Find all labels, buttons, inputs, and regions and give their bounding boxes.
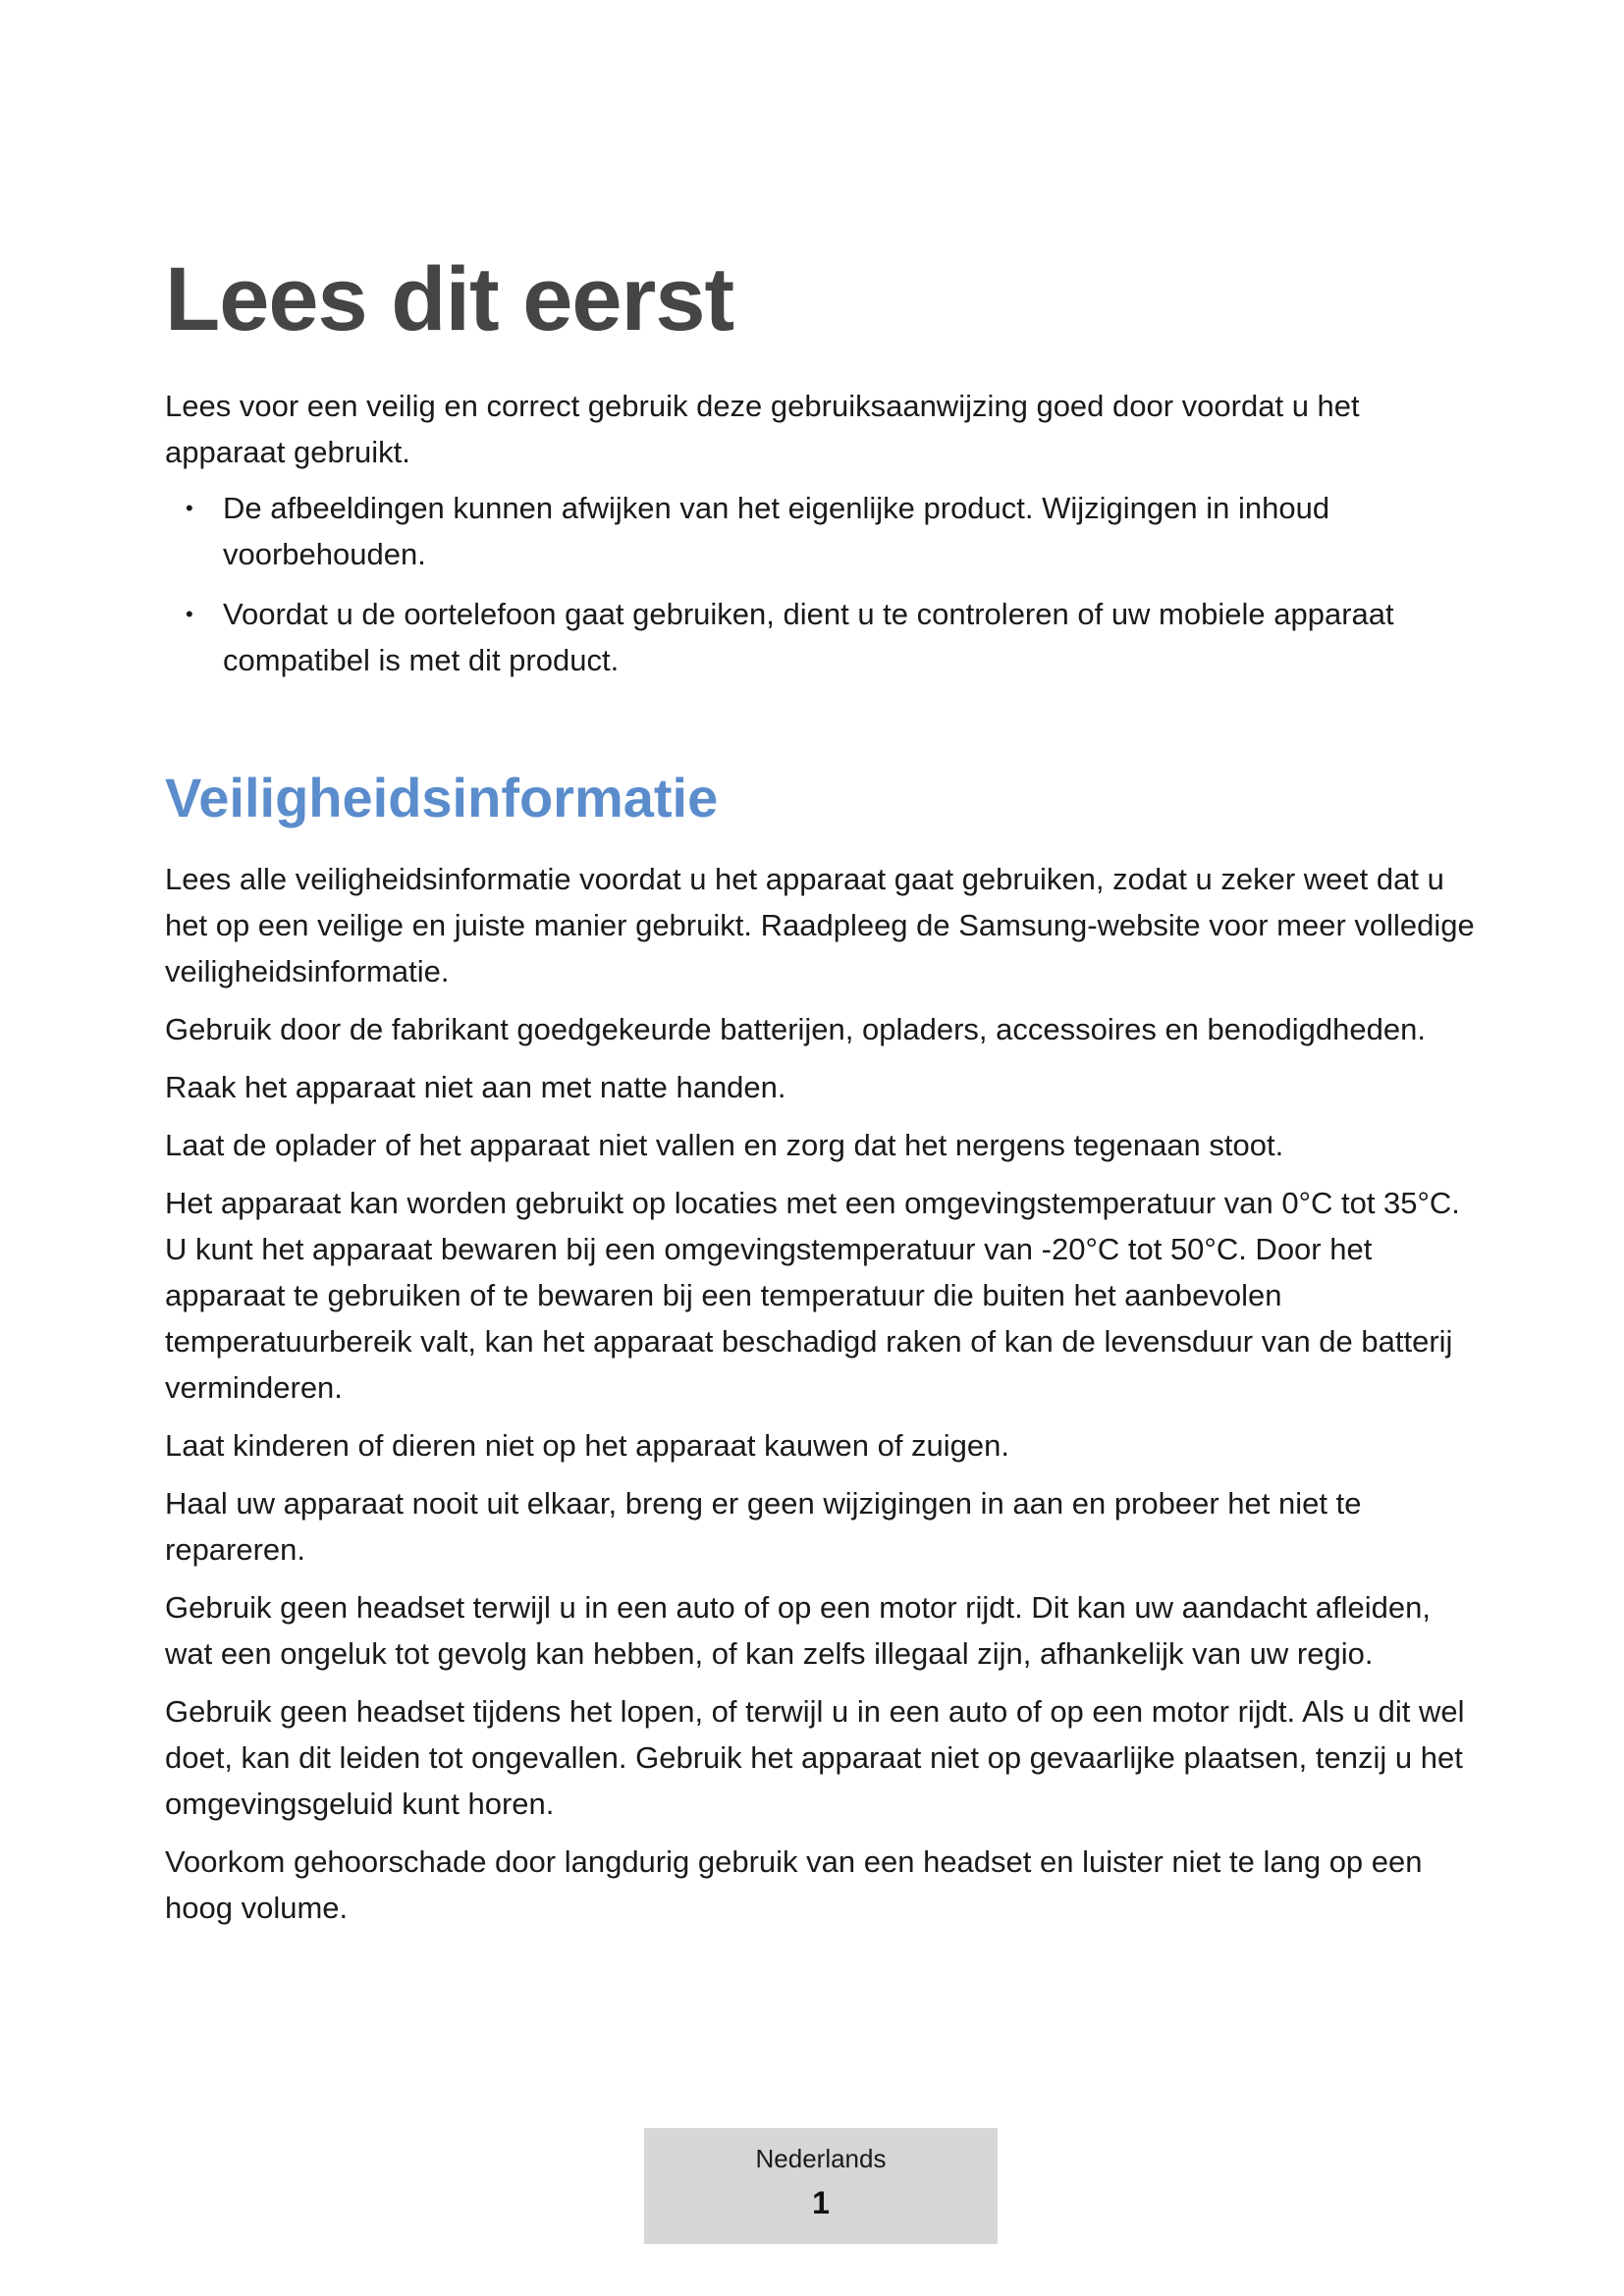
safety-paragraph: Haal uw apparaat nooit uit elkaar, breng er geen wijzigingen in aan en probeer het niet te repareren. — [165, 1486, 1362, 1567]
section-heading: Veiligheidsinformatie — [165, 767, 719, 828]
safety-paragraph: Het apparaat kan worden gebruikt op locaties met een omgevingstemperatuur van 0°C tot 35°C. U kunt het apparaat bewaren bij een omgevingstemperatuur van -20°C tot 50°C. Door het apparaat te gebruiken of te bewaren bij een temperatuur die buiten het aanbevolen temperatuurbereik valt, kan het apparaat beschadigd raken of kan de levensduur van de batterij verminderen. — [165, 1186, 1460, 1405]
footer-language: Nederlands — [755, 2144, 887, 2173]
page-title: Lees dit eerst — [165, 249, 734, 349]
document-page — [165, 245, 1481, 1943]
safety-paragraph: Raak het apparaat niet aan met natte handen. — [165, 1070, 786, 1104]
bullet-list — [165, 485, 1481, 683]
bullet-item — [165, 591, 1481, 683]
safety-paragraph: Lees alle veiligheidsinformatie voordat u het apparaat gaat gebruiken, zodat u zeker weet dat u het op een veilige en juiste manier gebruikt. Raadpleeg de Samsung-website voor meer volledige veiligheidsinformatie. — [165, 862, 1475, 988]
bullet-text: De afbeeldingen kunnen afwijken van het eigenlijke product. Wijzigingen in inhoud voorbehouden. — [223, 491, 1330, 571]
safety-paragraph: Laat de oplader of het apparaat niet vallen en zorg dat het nergens tegenaan stoot. — [165, 1128, 1284, 1162]
page-number: 1 — [812, 2185, 830, 2220]
bullet-text: Voordat u de oortelefoon gaat gebruiken, dient u te controleren of uw mobiele apparaat compatibel is met dit product. — [223, 597, 1394, 677]
bullet-marker: • — [186, 496, 193, 520]
bullet-marker: • — [186, 602, 193, 626]
safety-paragraph: Laat kinderen of dieren niet op het apparaat kauwen of zuigen. — [165, 1428, 1010, 1463]
safety-paragraph: Gebruik geen headset terwijl u in een auto of op een motor rijdt. Dit kan uw aandacht afleiden, wat een ongeluk tot gevolg kan hebben, of kan zelfs illegaal zijn, afhankelijk van uw regio. — [165, 1590, 1432, 1671]
safety-paragraphs — [165, 856, 1481, 1931]
intro-paragraph: Lees voor een veilig en correct gebruik deze gebruiksaanwijzing goed door voordat u het apparaat gebruikt. — [165, 389, 1360, 469]
safety-paragraph: Voorkom gehoorschade door langdurig gebruik van een headset en luister niet te lang op een hoog volume. — [165, 1844, 1423, 1925]
safety-paragraph: Gebruik geen headset tijdens het lopen, of terwijl u in een auto of op een motor rijdt. Als u dit wel doet, kan dit leiden tot ongevallen. Gebruik het apparaat niet op gevaarlijke plaatsen, tenzij u het omgevingsgeluid kunt horen. — [165, 1694, 1465, 1821]
bullet-item — [165, 485, 1481, 577]
page-footer — [644, 2128, 998, 2244]
safety-paragraph: Gebruik door de fabrikant goedgekeurde batterijen, opladers, accessoires en benodigdheden. — [165, 1012, 1426, 1046]
